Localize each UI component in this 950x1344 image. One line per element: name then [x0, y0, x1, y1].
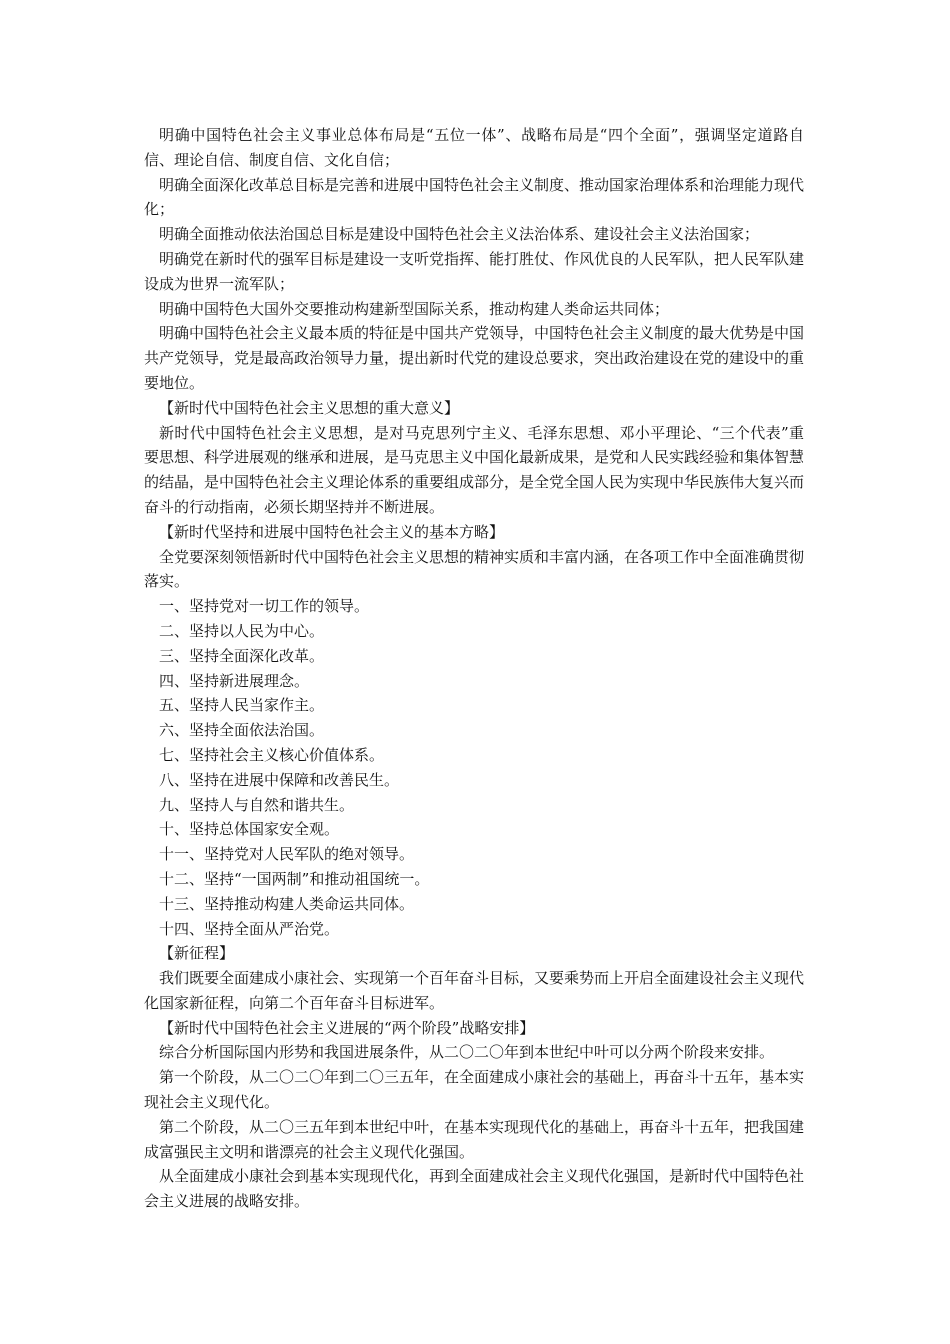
paragraph: 明确全面推动依法治国总目标是建设中国特色社会主义法治体系、建设社会主义法治国家； [159, 225, 760, 244]
paragraph: 新时代中国特色社会主义思想，是对马克思列宁主义、毛泽东思想、邓小平理论、“三个代表”重要思想、科学进展观的继承和进展，是马克思主义中国化最新成果，是党和人民实践经验和集体智慧的结晶，是中国特色社会主义理论体系的重要组成部分，是全党全国人民为实现中华民族伟大复兴而奋斗的行动指南，必须长期坚持并不断进展。 [144, 423, 805, 516]
list-item: 十三、坚持推动构建人类命运共同体。 [159, 894, 415, 913]
section-heading-significance: 【新时代中国特色社会主义思想的重大意义】 [159, 398, 460, 417]
paragraph: 第一个阶段，从二〇二〇年到二〇三五年，在全面建成小康社会的基础上，再奋斗十五年，基本实现社会主义现代化。 [144, 1068, 805, 1112]
list-item: 八、坚持在进展中保障和改善民生。 [159, 770, 400, 789]
paragraph: 从全面建成小康社会到基本实现现代化，再到全面建成社会主义现代化强国，是新时代中国特色社会主义进展的战略安排。 [144, 1167, 805, 1211]
paragraph: 第二个阶段，从二〇三五年到本世纪中叶，在基本实现现代化的基础上，再奋斗十五年，把我国建成富强民主文明和谐漂亮的社会主义现代化强国。 [144, 1117, 805, 1161]
list-item: 十二、坚持“一国两制”和推动祖国统一。 [159, 869, 430, 888]
section-heading-basic-strategy: 【新时代坚持和进展中国特色社会主义的基本方略】 [159, 522, 505, 541]
list-item: 五、坚持人民当家作主。 [159, 696, 325, 715]
list-item: 二、坚持以人民为中心。 [159, 621, 325, 640]
list-item: 七、坚持社会主义核心价值体系。 [159, 745, 385, 764]
list-item: 六、坚持全面依法治国。 [159, 721, 325, 740]
list-item: 十、坚持总体国家安全观。 [159, 820, 340, 839]
paragraph: 明确全面深化改革总目标是完善和进展中国特色社会主义制度、推动国家治理体系和治理能力现代化； [144, 175, 805, 219]
paragraph: 明确中国特色大国外交要推动构建新型国际关系，推动构建人类命运共同体； [159, 299, 670, 318]
list-item: 十一、坚持党对人民军队的绝对领导。 [159, 845, 415, 864]
list-item: 一、坚持党对一切工作的领导。 [159, 597, 370, 616]
paragraph: 明确中国特色社会主义事业总体布局是“五位一体”、战略布局是“四个全面”，强调坚定道路自信、理论自信、制度自信、文化自信； [144, 126, 804, 169]
document-page [144, 123, 804, 1214]
list-item: 十四、坚持全面从严治党。 [159, 919, 340, 938]
list-item: 三、坚持全面深化改革。 [159, 646, 325, 665]
list-item: 九、坚持人与自然和谐共生。 [159, 795, 355, 814]
paragraph: 全党要深刻领悟新时代中国特色社会主义思想的精神实质和丰富内涵，在各项工作中全面准确贯彻落实。 [144, 547, 805, 591]
paragraph: 明确中国特色社会主义最本质的特征是中国共产党领导，中国特色社会主义制度的最大优势是中国共产党领导，党是最高政治领导力量，提出新时代党的建设总要求，突出政治建设在党的建设中的重要地位。 [144, 324, 805, 392]
paragraph: 我们既要全面建成小康社会、实现第一个百年奋斗目标，又要乘势而上开启全面建设社会主义现代化国家新征程，向第二个百年奋斗目标进军。 [144, 969, 805, 1012]
paragraph: 明确党在新时代的强军目标是建设一支听党指挥、能打胜仗、作风优良的人民军队，把人民军队建设成为世界一流军队； [144, 249, 805, 293]
section-heading-new-journey: 【新征程】 [159, 944, 235, 963]
list-item: 四、坚持新进展理念。 [159, 671, 310, 690]
section-heading-two-stages: 【新时代中国特色社会主义进展的“两个阶段”战略安排】 [159, 1018, 535, 1037]
strategy-list [144, 594, 804, 941]
paragraph: 综合分析国际国内形势和我国进展条件，从二〇二〇年到本世纪中叶可以分两个阶段来安排。 [159, 1043, 775, 1062]
